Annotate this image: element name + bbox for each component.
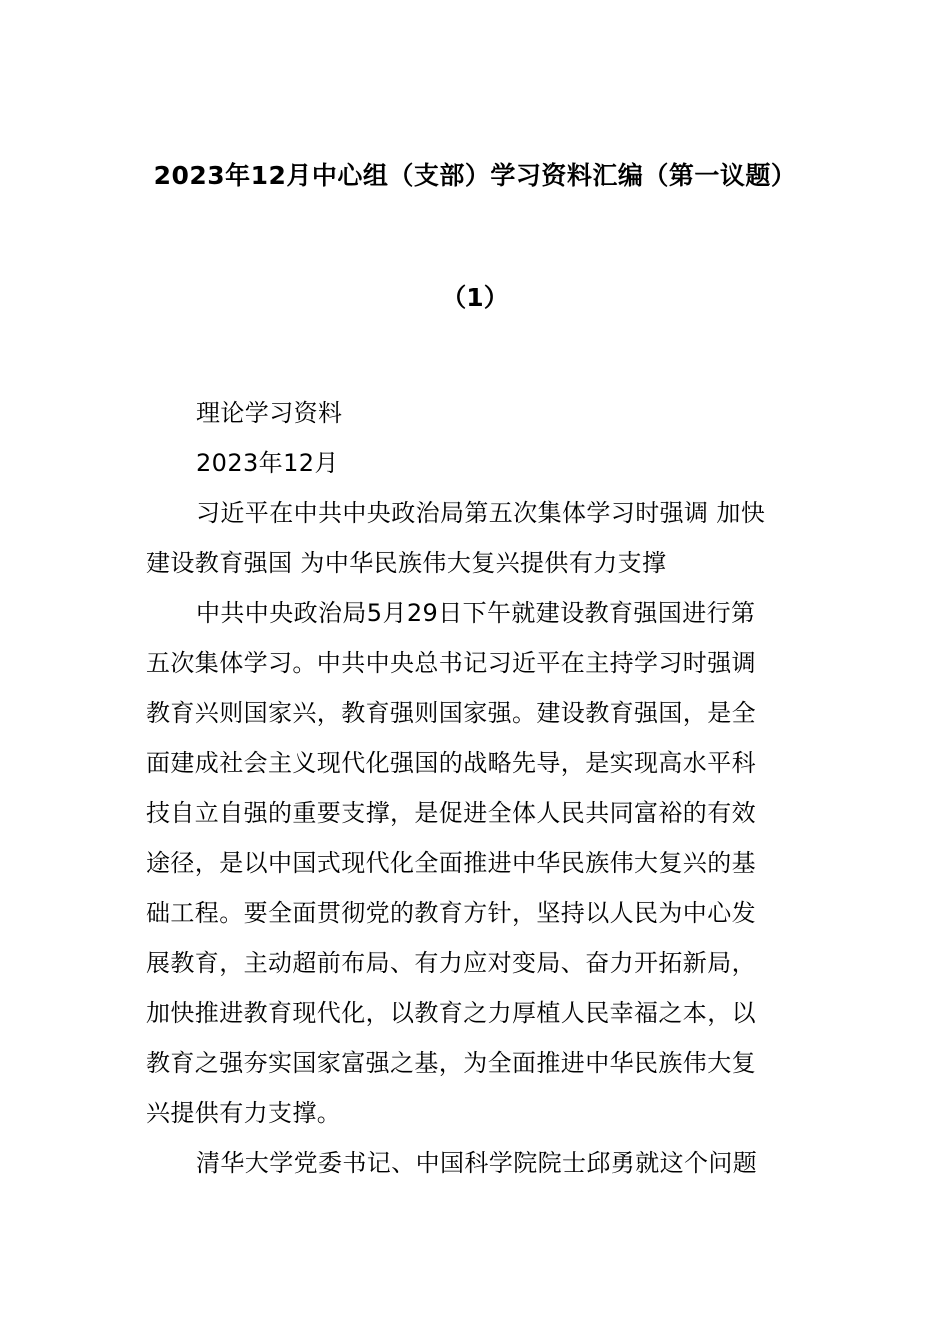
paragraph-line: 加快推进教育现代化，以教育之力厚植人民幸福之本，以 [146,999,756,1027]
headline-line: 习近平在中共中央政治局第五次集体学习时强调 加快 [196,499,766,527]
paragraph-line: 础工程。要全面贯彻党的教育方针，坚持以人民为中心发 [146,899,756,927]
paragraph-1 [146,588,806,1138]
category-text: 理论学习资料 [196,399,343,427]
paragraph-line: 教育兴则国家兴，教育强则国家强。建设教育强国，是全 [146,699,756,727]
headline-line: 建设教育强国 为中华民族伟大复兴提供有力支撑 [146,549,667,577]
paragraph-line: 兴提供有力支撑。 [146,1099,342,1127]
paragraph-line: 途径，是以中国式现代化全面推进中华民族伟大复兴的基 [146,849,756,877]
paragraph-line: 面建成社会主义现代化强国的战略先导，是实现高水平科 [146,749,756,777]
paragraph-line: 中共中央政治局5月29日下午就建设教育强国进行第 [196,599,756,627]
date-text: 2023年12月 [196,449,339,477]
paragraph-line: 教育之强夯实国家富强之基，为全面推进中华民族伟大复 [146,1049,756,1077]
paragraph-line: 展教育，主动超前布局、有力应对变局、奋力开拓新局， [146,949,756,977]
paragraph-line: 技自立自强的重要支撑，是促进全体人民共同富裕的有效 [146,799,756,827]
date-label [146,438,806,488]
category-label [146,388,806,438]
article-headline [146,488,806,588]
paragraph-line: 清华大学党委书记、中国科学院院士邱勇就这个问题 [196,1149,758,1177]
document-title: 2023年12月中心组（支部）学习资料汇编（第一议题） [153,161,797,190]
document-subtitle: （1） [441,283,509,312]
paragraph-line: 五次集体学习。中共中央总书记习近平在主持学习时强调 [146,649,756,677]
paragraph-2 [146,1138,806,1188]
